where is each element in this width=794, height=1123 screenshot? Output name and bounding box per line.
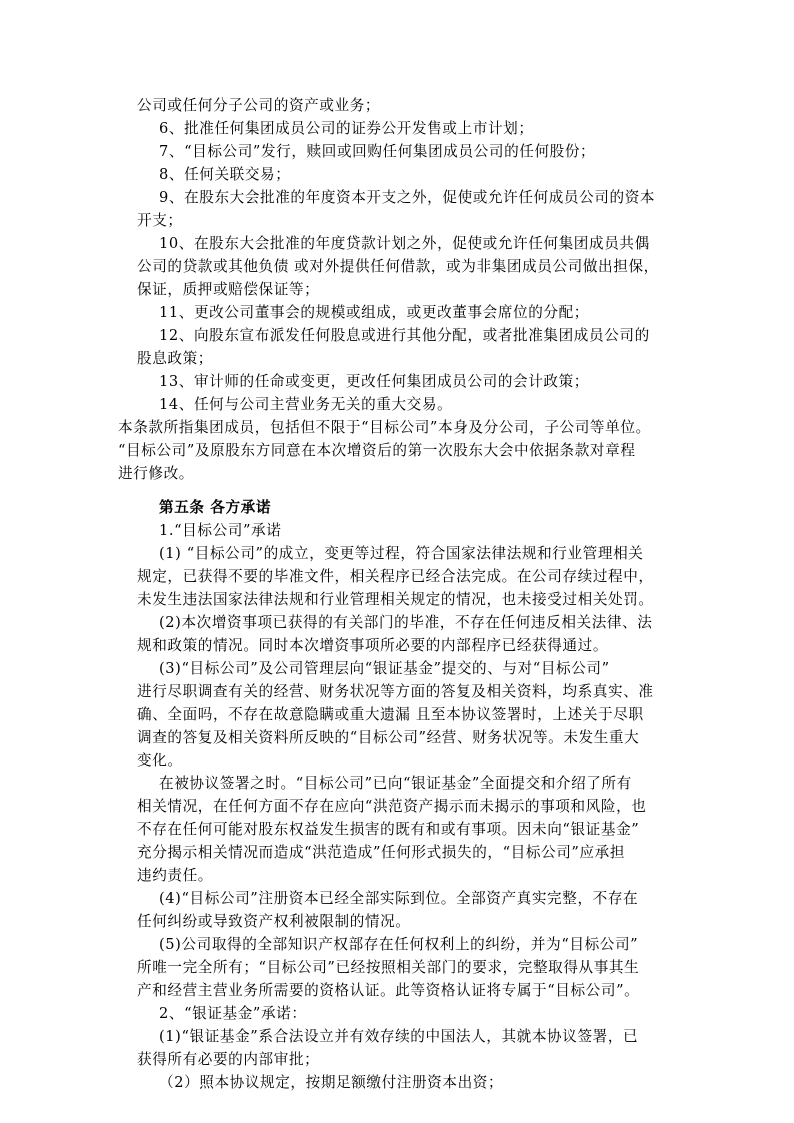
text-line: 进行修改。: [118, 465, 194, 482]
text-line: 开支；: [137, 212, 183, 229]
text-line: 确、全面吗，不存在故意隐瞒或重大遗漏 且至本协议签署时，上述关于尽职: [137, 706, 644, 723]
text-line: 不存在任何可能对股东权益发生损害的既有和或有事项。因未向“银证基金”: [137, 821, 640, 838]
text-line: 6、批准任何集团成员公司的证券公开发售或上市计划；: [159, 120, 534, 137]
text-line: 1.“目标公司”承诺: [159, 522, 282, 539]
text-line: (4)“目标公司”注册资本已经全部实际到位。全部资产真实完整，不存在: [159, 890, 639, 907]
text-line: 进行尽职调查有关的经营、财务状况等方面的答复及相关资料，均系真实、准: [137, 683, 654, 700]
text-line: （2）照本协议规定，按期足额缴付注册资本出资；: [159, 1074, 504, 1091]
text-line: 任何纠纷或导致资产权利被限制的情况。: [137, 913, 411, 930]
text-line: 所唯一完全所有；“目标公司”已经按照相关部门的要求，完整取得从事其生: [137, 959, 640, 976]
text-line: 规定，已获得不要的毕准文件，相关程序已经合法完成。在公司存续过程中，: [137, 568, 654, 585]
section-heading: 第五条 各方承诺: [159, 499, 272, 516]
text-line: (2)本次增资事项已获得的有关部门的毕准，不存在任何违反相关法律、法: [159, 614, 653, 631]
text-line: (5)公司取得的全部知识产权部存在任何权利上的纠纷，并为“目标公司”: [159, 936, 639, 953]
text-line: 9、在股东大会批准的年度资本开支之外，促使或允许任何成员公司的资本: [159, 189, 656, 206]
text-line: 12、向股东宣布派发任何股息或进行其他分配，或者批准集团成员公司的: [159, 327, 650, 344]
text-line: 规和政策的情况。同时本次增资事项所必要的内部程序已经获得通过。: [137, 637, 609, 654]
text-line: “目标公司”及原股东方同意在本次增资后的第一次股东大会中依据条款对章程: [118, 442, 636, 459]
text-line: 公司或任何分子公司的资产或业务；: [137, 97, 381, 114]
text-line: 公司的贷款或其他负债 或对外提供任何借款，或为非集团成员公司做出担保，: [137, 258, 659, 275]
text-line: 产和经营主营业务所需要的资格认证。此等资格认证将专属于“目标公司”。: [137, 982, 640, 999]
text-line: (1) “目标公司”的成立，变更等过程，符合国家法律法规和行业管理相关: [159, 545, 644, 562]
text-line: (3)“目标公司”及公司管理层向“银证基金”提交的、与对“目标公司”: [159, 660, 610, 677]
text-line: 10、在股东大会批准的年度贷款计划之外，促使或允许任何集团成员共偶: [159, 235, 650, 252]
text-line: 股息政策；: [137, 350, 213, 367]
text-line: (1)“银证基金”系合法设立并有效存续的中国法人，其就本协议签署，已: [159, 1028, 639, 1045]
text-line: 14、任何与公司主营业务无关的重大交易。: [159, 396, 453, 413]
text-line: 8、任何关联交易；: [159, 166, 291, 183]
text-line: 未发生违法国家法律法规和行业管理相关规定的情况，也未接受过相关处罚。: [137, 591, 654, 608]
text-line: 13、审计师的任命或变更，更改任何集团成员公司的会计政策；: [159, 373, 590, 390]
text-line: 充分揭示相关情况而造成“洪范造成”任何形式损失的，“目标公司”应承担: [137, 844, 626, 861]
text-line: 相关情况，在任何方面不存在应向“洪范资产揭示而未揭示的事项和风险，也: [137, 798, 647, 815]
text-line: 本条款所指集团成员，包括但不限于“目标公司”本身及分公司，子公司等单位。: [118, 419, 651, 436]
text-line: 变化。: [137, 752, 183, 769]
text-line: 违约责任。: [137, 867, 213, 884]
text-line: 7、“目标公司”发行，赎回或回购任何集团成员公司的任何股份；: [159, 143, 596, 160]
text-line: 获得所有必要的内部审批；: [137, 1051, 320, 1068]
text-line: 在被协议签署之时。“目标公司”已向“银证基金”全面提交和介绍了所有: [159, 775, 632, 792]
text-line: 保证，质押或赔偿保证等；: [137, 281, 320, 298]
text-line: 调查的答复及相关资料所反映的“目标公司”经营、财务状况等。未发生重大: [137, 729, 640, 746]
text-line: 11、更改公司董事会的规模或组成，或更改董事会席位的分配；: [159, 304, 590, 321]
text-line: 2、“银证基金”承诺：: [159, 1005, 307, 1022]
